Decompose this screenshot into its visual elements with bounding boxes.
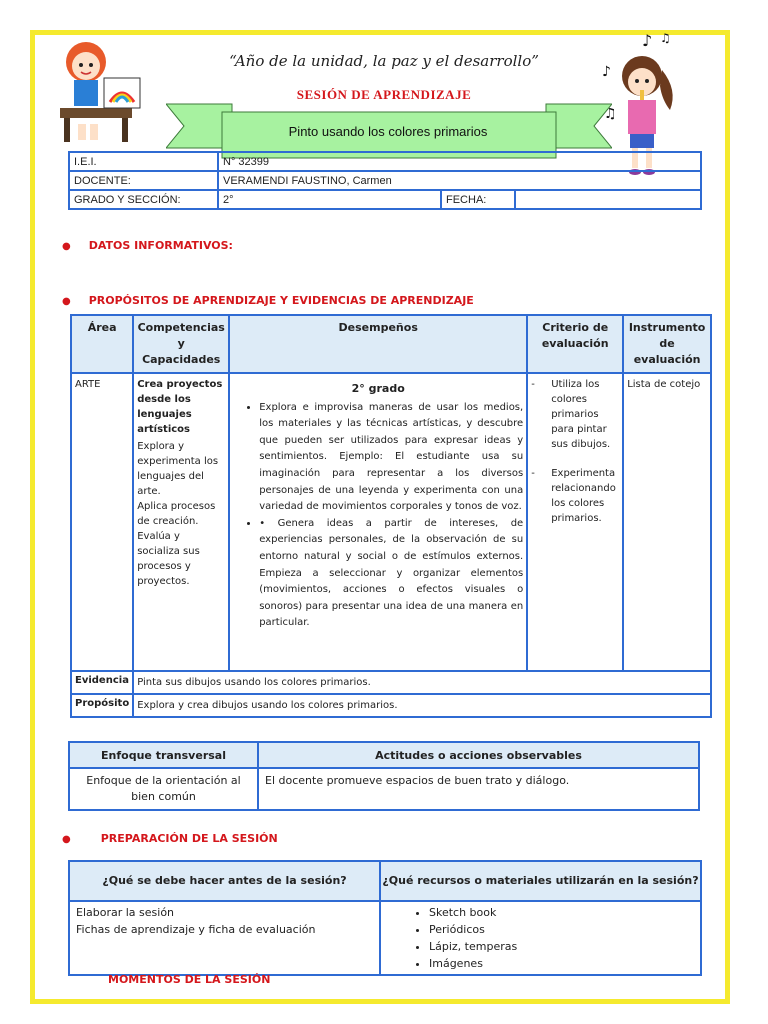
datos-heading: ● DATOS INFORMATIVOS:	[62, 239, 233, 252]
antes-item: Elaborar la sesión	[76, 906, 175, 919]
bullet-icon: ●	[62, 834, 71, 845]
criterio-1: Utiliza los colores primarios para pintar sus dibujos.	[551, 379, 611, 450]
criterio-cell: - Utiliza los colores primarios para pintar sus dibujos. - Experimenta relacionando los colores primarios.	[527, 373, 623, 671]
capacidad-1: Explora y experimenta los lenguajes del arte.	[137, 441, 219, 497]
recurso-item: • Periódicos	[429, 921, 694, 938]
desempeno-1: • Explora e improvisa maneras de usar los medios, los materiales y las técnicas artísticas, y descubre que pueden ser utilizados para expresar ideas y sentimientos. Ejemplo: El estudiante usa su imaginación para representar a los diversos personajes de una leyenda y experimenta con una variedad de movimientos corporales y tonos de voz.	[259, 400, 523, 516]
header-area: Área	[71, 315, 133, 373]
iei-value: N° 32399	[218, 152, 701, 171]
svg-text:♪: ♪	[642, 31, 653, 50]
antes-cell	[69, 901, 380, 975]
propositos-heading: ● PROPÓSITOS DE APRENDIZAJE Y EVIDENCIAS DE APRENDIZAJE	[62, 294, 474, 307]
header-criterio: Criterio de evaluación	[527, 315, 623, 373]
desempenos-cell	[229, 373, 527, 671]
actitudes-header: Actitudes o acciones observables	[258, 742, 699, 768]
recurso-item: • Sketch book	[429, 904, 694, 921]
recursos-header: ¿Qué recursos o materiales utilizarán en la sesión?	[380, 861, 701, 901]
recurso-item: • Lápiz, temperas	[429, 938, 694, 955]
desempeno-2: • • Genera ideas a partir de intereses, de experiencias personales, de la observación de su entorno natural y social o de estímulos externos. Empieza a seleccionar y organizar elementos (movimientos, acciones o efectos visuales o sonoros) para presentar una idea de una manera en particular.	[259, 516, 523, 632]
enfoque-value: Enfoque de la orientación al bien común	[69, 768, 258, 810]
competencias-cell	[133, 373, 229, 671]
svg-text:♫: ♫	[660, 31, 671, 45]
antes-header: ¿Qué se debe hacer antes de la sesión?	[69, 861, 380, 901]
info-table	[68, 151, 702, 210]
recurso-item: • Imágenes	[429, 955, 694, 972]
grade-label: 2° grado	[351, 382, 405, 395]
grado-value: 2°	[218, 190, 441, 209]
antes-item: Fichas de aprendizaje y ficha de evaluación	[76, 923, 316, 936]
docente-label: DOCENTE:	[69, 171, 218, 190]
capacidad-2: Aplica procesos de creación.	[137, 501, 216, 527]
header-instrumento: Instrumento de evaluación	[623, 315, 711, 373]
fecha-label: FECHA:	[441, 190, 515, 209]
session-title: SESIÓN DE APRENDIZAJE	[296, 87, 472, 102]
svg-text:♪: ♪	[602, 64, 611, 80]
competencia: Crea proyectos desde los lenguajes artísticos	[137, 379, 223, 435]
banner-title: Pinto usando los colores primarios	[288, 124, 488, 139]
evidencia-value: Pinta sus dibujos usando los colores primarios.	[133, 671, 711, 694]
preparacion-heading: ● PREPARACIÓN DE LA SESIÓN	[62, 832, 278, 845]
proposito-value: Explora y crea dibujos usando los colores primarios.	[133, 694, 711, 717]
area-cell: ARTE	[71, 373, 133, 671]
proposito-label: Propósito	[71, 694, 133, 717]
iei-label: I.E.I.	[69, 152, 218, 171]
learning-table	[70, 314, 712, 718]
enfoque-header: Enfoque transversal	[69, 742, 258, 768]
docente-value: VERAMENDI FAUSTINO, Carmen	[218, 171, 701, 190]
enfoque-table	[68, 741, 700, 811]
capacidad-3: Evalúa y socializa sus procesos y proyectos.	[137, 531, 200, 587]
header-competencias: Competencias y Capacidades	[133, 315, 229, 373]
header-desempenos: Desempeños	[229, 315, 527, 373]
actitudes-value: El docente promueve espacios de buen trato y diálogo.	[258, 768, 699, 810]
fecha-value	[515, 190, 701, 209]
instrumento-cell: Lista de cotejo	[623, 373, 711, 671]
criterio-2: Experimenta relacionando los colores primarios.	[551, 468, 616, 524]
momentos-heading: MOMENTOS DE LA SESIÓN	[108, 973, 271, 986]
evidencia-label: Evidencia	[71, 671, 133, 694]
bullet-icon: ●	[62, 296, 71, 307]
motto: “Año de la unidad, la paz y el desarrollo”	[229, 52, 539, 70]
grado-label: GRADO Y SECCIÓN:	[69, 190, 218, 209]
svg-text:♫: ♫	[604, 106, 617, 122]
recursos-cell	[380, 901, 701, 975]
bullet-icon: ●	[62, 241, 71, 252]
preparacion-table	[68, 860, 702, 976]
